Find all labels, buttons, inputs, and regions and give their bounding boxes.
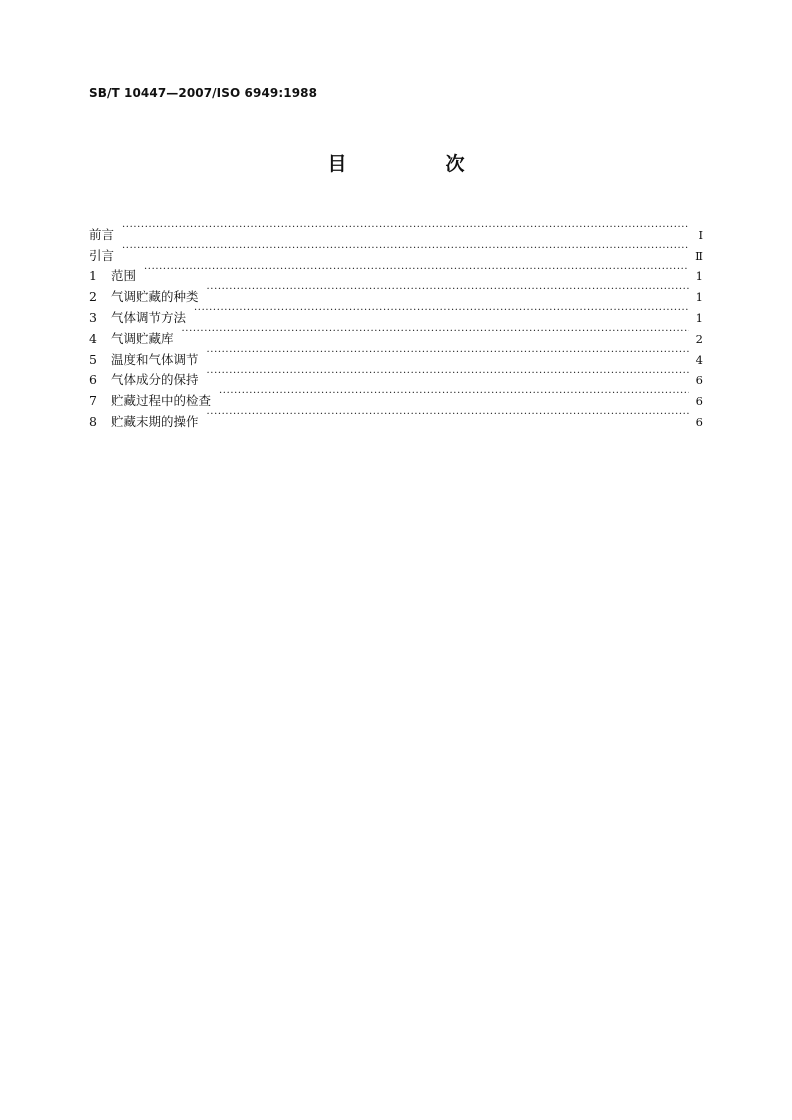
toc-leader-dots bbox=[194, 301, 689, 322]
toc-entry-label: 贮藏末期的操作 bbox=[111, 413, 199, 429]
toc-entry-foreword[interactable] bbox=[89, 218, 703, 242]
toc-entry-label: 温度和气体调节 bbox=[111, 351, 199, 367]
toc-entry-page: Ⅰ bbox=[698, 227, 703, 242]
toc-entry-number: 4 bbox=[89, 330, 97, 346]
toc-entry-5[interactable] bbox=[89, 343, 703, 367]
toc-entry-label: 气体调节方法 bbox=[111, 309, 187, 325]
toc-entry-label: 引言 bbox=[89, 247, 115, 263]
toc-entry-number: 6 bbox=[89, 372, 97, 388]
page-title: 目 次 bbox=[327, 153, 505, 175]
toc-entry-page: Ⅱ bbox=[695, 248, 703, 263]
toc-leader-dots bbox=[122, 218, 689, 239]
toc-entry-page: 2 bbox=[695, 331, 703, 346]
toc-entry-label: 气调贮藏库 bbox=[111, 330, 174, 346]
toc-leader-dots bbox=[122, 239, 689, 260]
toc-entry-label: 前言 bbox=[89, 226, 115, 242]
toc-leader-dots bbox=[182, 322, 689, 343]
toc-entry-page: 1 bbox=[695, 269, 703, 284]
toc-entry-page: 1 bbox=[695, 310, 703, 325]
table-of-contents bbox=[89, 218, 703, 429]
toc-entry-number: 5 bbox=[89, 351, 97, 367]
toc-entry-label: 贮藏过程中的检查 bbox=[111, 393, 212, 409]
toc-entry-page: 4 bbox=[695, 352, 703, 367]
toc-entry-introduction[interactable] bbox=[89, 239, 703, 263]
toc-entry-number: 3 bbox=[89, 309, 97, 325]
toc-leader-dots bbox=[219, 384, 689, 405]
toc-leader-dots bbox=[144, 260, 689, 281]
toc-entry-page: 6 bbox=[695, 373, 703, 388]
toc-entry-page: 6 bbox=[695, 394, 703, 409]
toc-leader-dots bbox=[207, 364, 689, 385]
toc-entry-2[interactable] bbox=[89, 280, 703, 305]
toc-entry-number: 2 bbox=[89, 289, 97, 305]
standard-code: SB/T 10447—2007/ISO 6949:1988 bbox=[89, 86, 318, 100]
toc-leader-dots bbox=[207, 405, 689, 426]
toc-entry-label: 范围 bbox=[111, 268, 137, 284]
toc-entry-page: 6 bbox=[695, 414, 703, 429]
toc-entry-page: 1 bbox=[695, 290, 703, 305]
toc-leader-dots bbox=[207, 280, 689, 301]
toc-entry-4[interactable] bbox=[89, 322, 703, 346]
toc-entry-1[interactable] bbox=[89, 260, 703, 284]
toc-entry-label: 气体成分的保持 bbox=[111, 372, 199, 388]
toc-leader-dots bbox=[207, 343, 689, 364]
toc-entry-number: 8 bbox=[89, 413, 97, 429]
toc-entry-label: 气调贮藏的种类 bbox=[111, 289, 199, 305]
toc-entry-number: 7 bbox=[89, 393, 97, 409]
toc-entry-number: 1 bbox=[89, 268, 97, 284]
